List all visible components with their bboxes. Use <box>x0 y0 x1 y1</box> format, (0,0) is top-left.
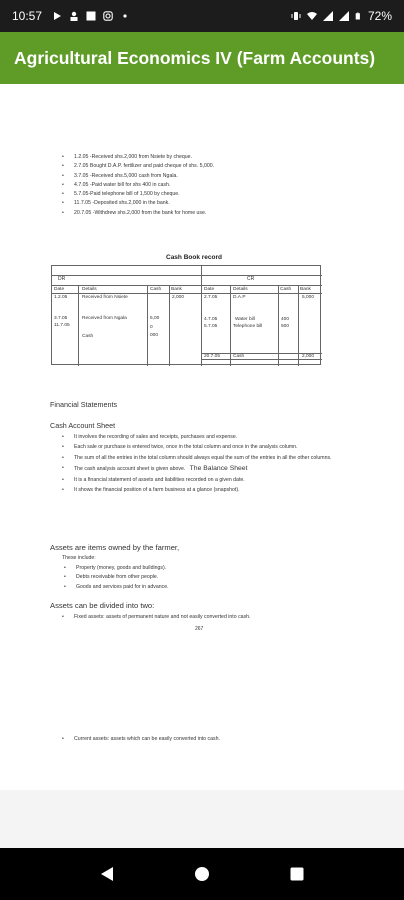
col-header-date: Date <box>204 287 215 292</box>
list-item: • Property (money, goods and buildings). <box>64 565 364 572</box>
table-cell: 5,000 <box>302 295 315 300</box>
list-item <box>62 465 362 473</box>
list-item: • Debts receivable from other people. <box>64 574 364 581</box>
table-cell: D.A.P <box>233 295 246 300</box>
list-item: • 4.7.05 -Paid water bill for shs 400 in cash. <box>62 182 362 189</box>
status-bar <box>0 0 404 32</box>
document-page[interactable] <box>0 84 404 790</box>
table-cell: 500 <box>281 324 290 329</box>
list-item-text: The cash analysis account sheet is given above. <box>74 466 186 473</box>
recents-button[interactable] <box>277 854 317 894</box>
debit-side <box>52 266 201 366</box>
list-item: • 20.7.05 -Withdrew shs.2,000 from the bank for home use. <box>62 210 362 217</box>
transactions-list <box>62 154 362 219</box>
table-cell: 000 <box>150 333 159 338</box>
table-cell: 2,000 <box>172 295 185 300</box>
signal-icon <box>339 11 349 21</box>
col-header-details: Details <box>82 287 97 292</box>
app-bar <box>0 32 404 84</box>
table-cell: Water bill <box>235 317 255 322</box>
col-header-bank: Bank <box>171 287 182 292</box>
table-cell: 2,000 <box>302 354 315 359</box>
list-item: • It is a financial statement of assets and liabilities recorded on a given date. <box>62 477 362 484</box>
list-item: • 1.2.05 -Received shs.2,000 from Nsiete by cheque. <box>62 154 362 161</box>
table-cell: 2.7.05 <box>204 295 218 300</box>
signal-icon <box>323 11 333 21</box>
table-cell: Telephone bill <box>233 324 263 329</box>
list-item: • Goods and services paid for in advance. <box>64 584 364 591</box>
table-cell: Received from Ngala <box>82 316 127 321</box>
list-item: • 2.7.05 Bought D.A.P. fertilizer and paid cheque of shs. 5,000. <box>62 163 362 170</box>
cash-book-title: Cash Book record <box>166 254 222 261</box>
table-cell: 3.7.05 <box>54 316 68 321</box>
table-cell: Received from Nsiete <box>82 295 128 300</box>
wifi-icon <box>307 11 317 21</box>
section-heading: Assets can be divided into two: <box>50 601 155 610</box>
list-item: • Each sale or purchase is entered twice, once in the total column and once in the analysis column. <box>62 444 362 451</box>
section-heading: Assets are items owned by the farmer, <box>50 543 180 552</box>
col-header-date: Date <box>54 287 65 292</box>
cash-book-table <box>51 265 321 365</box>
fixed-assets-list <box>62 614 362 624</box>
page-number: 267 <box>195 626 204 632</box>
credit-side <box>201 266 322 366</box>
dot-icon <box>120 11 130 21</box>
table-cell: 20.7.05 <box>204 354 221 359</box>
home-icon <box>194 866 210 882</box>
status-time: 10:57 <box>12 9 43 23</box>
square-icon <box>86 11 96 21</box>
table-cell: Cash <box>233 354 245 359</box>
page-title: Agricultural Economics IV (Farm Accounts) <box>14 47 376 68</box>
list-item: • It involves the recording of sales and receipts, purchases and expense. <box>62 434 362 441</box>
instagram-icon <box>103 11 113 21</box>
col-header-details: Details <box>233 287 248 292</box>
section-heading: Financial Statements <box>50 400 118 409</box>
current-assets-list <box>62 736 362 746</box>
list-item: • It shows the financial position of a farm business at a glance (snapshot). <box>62 487 362 494</box>
col-header-bank: Bank <box>300 287 311 292</box>
page-gap <box>0 790 404 848</box>
list-item: • 11.7.05 -Deposited shs.2,000 in the bank. <box>62 200 362 207</box>
back-button[interactable] <box>87 854 127 894</box>
table-cell: 400 <box>281 317 290 322</box>
balance-sheet-label: The Balance Sheet <box>189 465 248 473</box>
recents-icon <box>290 867 304 881</box>
table-cell: 5,00 <box>150 316 160 321</box>
section-heading: Cash Account Sheet <box>50 421 116 430</box>
table-cell: Cash <box>82 334 94 339</box>
table-cell: 11.7.05 <box>54 323 70 328</box>
battery-percent: 72% <box>367 9 392 23</box>
col-header-cash: Cash <box>280 287 292 292</box>
list-item: • Current assets: assets which can be easily converted into cash. <box>62 736 362 743</box>
list-item: • 5.7.05-Paid telephone bill of 1,500 by cheque. <box>62 191 362 198</box>
table-cell: 1.2.05 <box>54 295 68 300</box>
home-button[interactable] <box>182 854 222 894</box>
vibrate-icon <box>291 11 301 21</box>
play-icon <box>52 11 62 21</box>
back-icon <box>100 866 114 882</box>
col-header-cash: Cash <box>150 287 162 292</box>
text-line: These include: <box>62 555 96 561</box>
navigation-bar <box>0 848 404 900</box>
list-item: • 3.7.05 -Received shs.5,000 cash from Ngala. <box>62 173 362 180</box>
list-item: • Fixed assets: assets of permanent nature and not easily converted into cash. <box>62 614 362 621</box>
table-cell: 4.7.05 <box>204 317 218 322</box>
battery-icon <box>355 11 362 21</box>
dr-label: DR <box>58 276 66 282</box>
user-icon <box>69 11 79 21</box>
list-item: • The sum of all the entries in the total column should always equal the sum of the entries in all the other columns. <box>62 455 362 462</box>
cash-account-list <box>62 434 362 497</box>
asset-items-list <box>64 565 364 593</box>
table-cell: 5.7.05 <box>204 324 218 329</box>
table-cell: 0 <box>150 325 153 330</box>
cr-label: CR <box>247 276 255 282</box>
